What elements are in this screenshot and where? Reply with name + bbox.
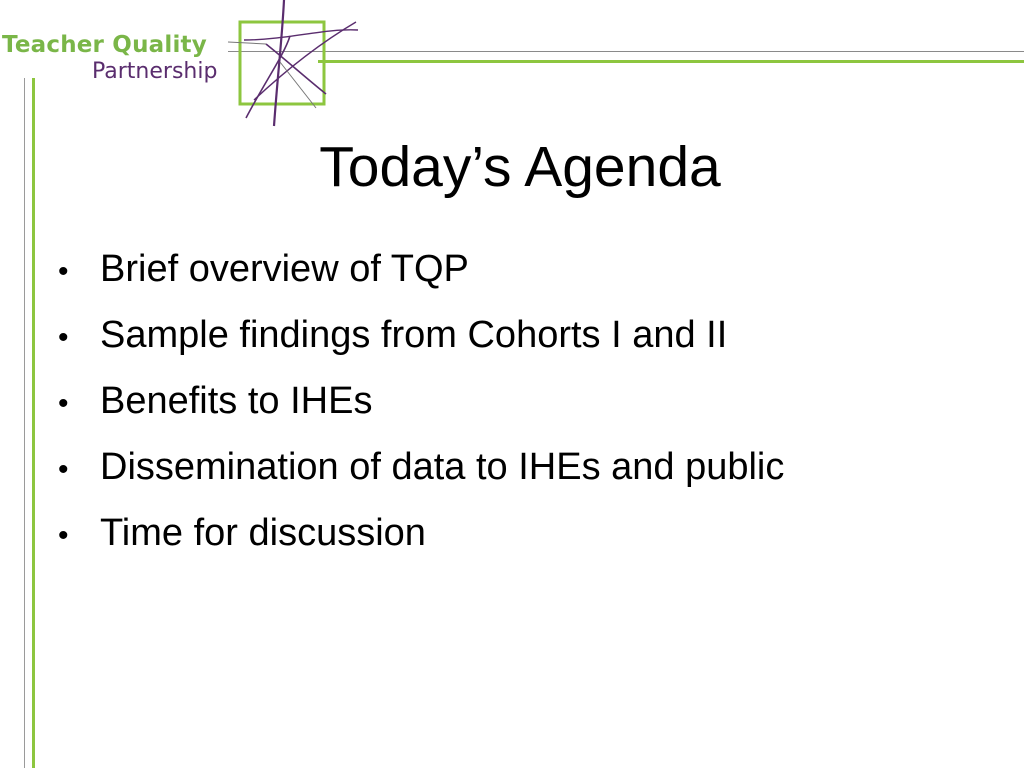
list-item [58,380,784,446]
bullet: • [58,387,69,420]
logo-line-partnership: Partnership [92,59,218,84]
bullet: • [58,321,69,354]
top-green-rule [318,60,1024,63]
list-item [58,248,784,314]
agenda-item-text: Dissemination of data to IHEs and public [100,446,785,488]
bullet: • [58,519,69,552]
list-item [58,512,784,578]
agenda-item-text: Benefits to IHEs [100,380,373,422]
agenda-item-text: Brief overview of TQP [100,248,469,290]
bullet: • [58,255,69,288]
agenda-list [58,248,784,578]
list-item [58,314,784,380]
list-item [58,446,784,512]
star-lines-icon [226,0,366,128]
agenda-item-text: Sample findings from Cohorts I and II [100,314,728,356]
agenda-item-text: Time for discussion [100,512,426,554]
slide-title: Today’s Agenda [319,135,721,199]
logo-line-teacher-quality: Teacher Quality [2,32,207,58]
logo [2,34,217,83]
bullet: • [58,453,69,486]
